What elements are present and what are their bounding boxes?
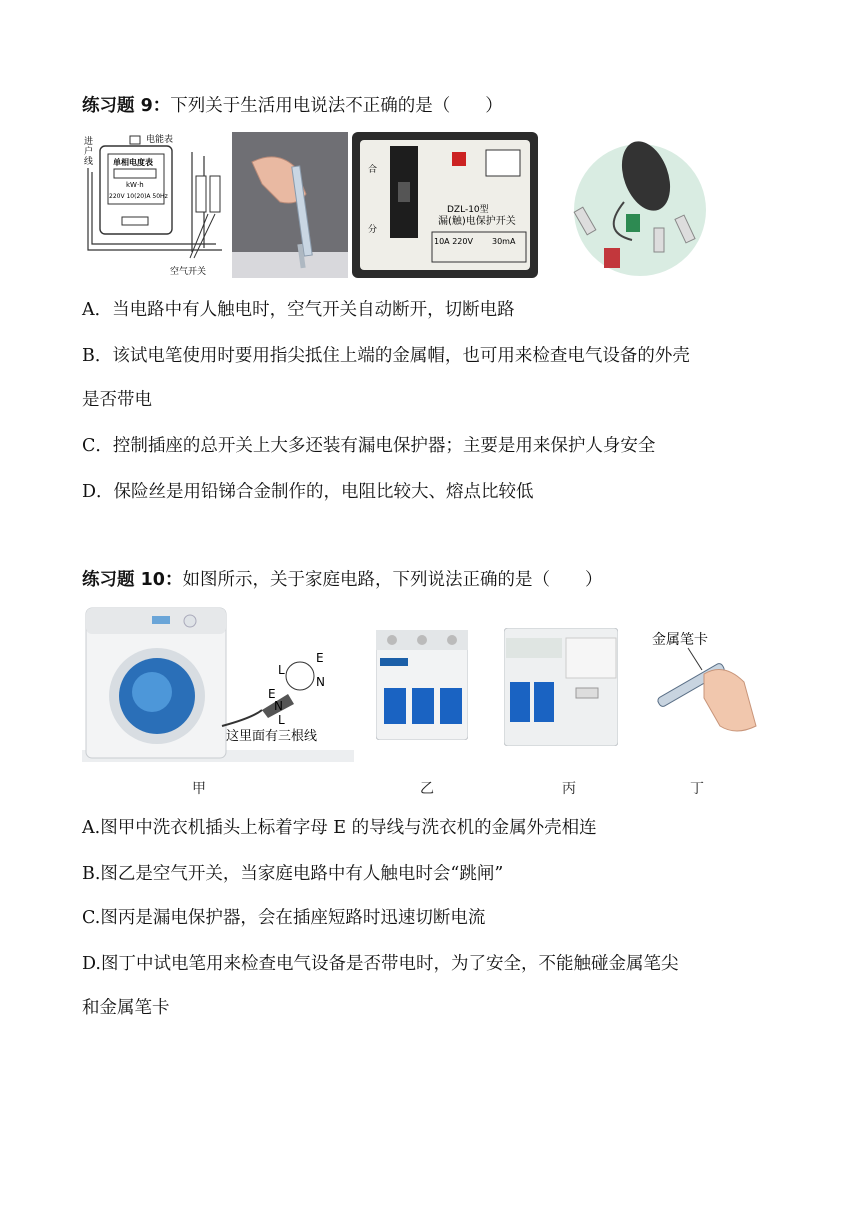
test-button [452,152,466,166]
q9-option-b-line1: B．该试电笔使用时要用指尖抵住上端的金属帽，也可用来检查电气设备的外壳 [82,346,690,366]
q10-option-b: B.图乙是空气开关，当家庭电路中有人触电时会“跳闸” [82,864,504,884]
leakage-protector-photo [352,132,538,278]
protector-rating: 10A 220V [434,237,473,246]
q9-title-text: 下列关于生活用电说法不正确的是（ ） [170,96,503,116]
washing-machine-figure [82,606,354,762]
three-wires-note: 这里面有三根线 [226,729,318,744]
q10-title-text: 如图所示，关于家庭电路，下列说法正确的是（ ） [182,570,603,590]
q10-option-a: A.图甲中洗衣机插头上标着字母 E 的导线与洗衣机的金属外壳相连 [82,818,597,838]
leakage-protector-breaker-photo [504,628,618,746]
q9-title [82,92,503,117]
protector-name: 漏(触)电保护开关 [438,216,516,227]
q9-option-d: D．保险丝是用铅锑合金制作的，电阻比较大、熔点比较低 [82,482,534,502]
air-switch-photo [376,630,468,740]
metal-clip-label: 金属笔卡 [652,632,708,648]
q10-option-d-line2: 和金属笔卡 [82,998,170,1018]
meter-unit: kW·h [126,181,144,189]
plug-label-l-top: L [278,663,285,677]
q9-option-a: A．当电路中有人触电时，空气开关自动断开，切断电路 [82,300,515,320]
plug-label-e-top: E [316,651,324,665]
q9-option-c: C．控制插座的总开关上大多还装有漏电保护器；主要是用来保护人身安全 [82,436,656,456]
meter-name: 单相电度表 [113,158,153,167]
test-pen-hand-figure [644,626,760,738]
incoming-line-label: 进户线 [84,137,94,167]
caption-ding: 丁 [690,781,704,797]
air-switch-label: 空气开关 [170,267,207,277]
test-pen-photo [232,132,348,278]
caption-jia: 甲 [192,781,206,797]
plug-label-e: E [268,687,276,701]
plug-label-n: N [274,699,283,713]
caption-yi: 乙 [420,781,434,797]
fuse-wire-photo [560,132,706,278]
plug-label-l: L [278,713,285,727]
svg-text:分: 分 [368,225,378,235]
svg-text:合: 合 [368,165,378,175]
q10-title [82,566,602,591]
plug-label-n-top: N [316,675,325,689]
meter-label: 电能表 [146,135,174,145]
meter-spec: 220V 10(20)A 50Hz [109,193,168,200]
q10-title-label: 练习题 10： [82,570,183,590]
electric-meter-diagram [82,132,230,278]
q9-title-label: 练习题 9： [82,96,171,116]
q10-option-c: C.图丙是漏电保护器，会在插座短路时迅速切断电流 [82,908,486,928]
caption-bing: 丙 [562,781,576,797]
q10-option-d-line1: D.图丁中试电笔用来检查电气设备是否带电时，为了安全，不能触碰金属笔尖 [82,954,679,974]
protector-model: DZL-10型 [447,205,489,215]
q9-option-b-line2: 是否带电 [82,390,152,410]
protector-current: 30mA [492,237,516,246]
